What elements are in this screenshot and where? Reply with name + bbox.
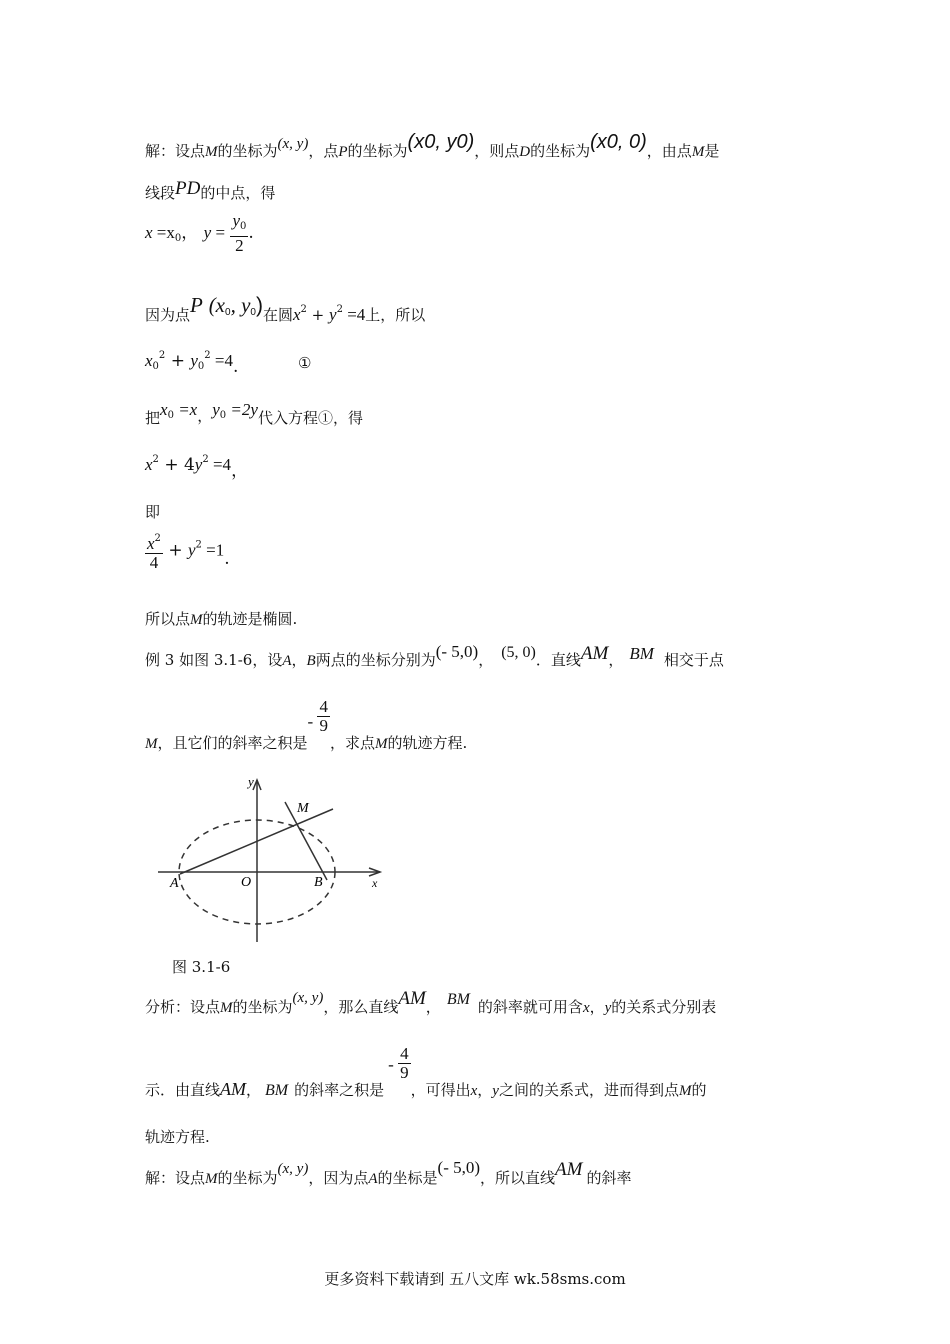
solution-line-2: 线段PD的中点，得	[145, 178, 276, 202]
solution-conclusion: 所以点M的轨迹是椭圆.	[145, 610, 298, 628]
example-3-line-1: 例 3 如图 3.1-6，设A，B两点的坐标分别为(- 5,0)， (5, 0)．直线AM， BM 相交于点	[145, 642, 724, 669]
equation-circle-point: $x_0^2 + y_0^2 =4$.	[145, 350, 239, 377]
fraction-y0-over-2: $\frac{y_0}{2}$	[232, 211, 247, 255]
solution-line-6: 把$x_0 =x$，$y_0 =2y$代入方程①，得	[145, 400, 363, 427]
footer-download-note: 更多资料下载请到 五八文库 wk.58sms.com	[324, 1270, 626, 1288]
analysis-line-3: 轨迹方程.	[145, 1128, 210, 1146]
label-a: A	[170, 876, 179, 891]
solution-example-3: 解：设点M的坐标为(x, y)，因为点A的坐标是(- 5,0)，所以直线AM 的斜率	[145, 1158, 632, 1187]
fraction-neg-4-9-analysis: $\frac{4}{9}$	[400, 1044, 409, 1082]
solution-line-8: 即	[145, 503, 161, 521]
fraction-x2-over-4: $\frac{x^2}{4}$	[145, 530, 163, 572]
example-3-line-2: M，且它们的斜率之积是- $\frac{4}{9}$ ，求点M的轨迹方程.	[145, 697, 468, 752]
label-b: B	[314, 875, 323, 890]
figure-3-1-6	[155, 772, 385, 947]
label-o: O	[241, 875, 252, 890]
figure-caption: 图 3.1-6	[172, 958, 231, 976]
solution-line-4: 因为点P ($x_0$, $y_0$)在圆$x^2 + y^2 =4$上，所以	[145, 293, 426, 324]
equation-substituted: $x^2 + 4y^2 =4$，	[145, 454, 249, 481]
equation-midpoint: $x =x_0$， y = $\frac{y_0}{2}$ .	[145, 211, 254, 255]
equation-marker-1: ①	[298, 354, 312, 372]
label-m: M	[297, 801, 309, 816]
solution-line-1: 解：设点M的坐标为(x, y)，点P的坐标为(x0, y0)，则点D的坐标为(x0, 0)，由点M是	[145, 131, 720, 160]
label-x: x	[372, 876, 378, 890]
label-y: y	[248, 774, 254, 789]
equation-ellipse: $\frac{x^2}{4}$ + $y^2 =1$.	[145, 530, 230, 572]
analysis-line-1: 分析：设点M的坐标为(x, y)，那么直线AM， BM 的斜率就可用含x，y的关系式分别表	[145, 988, 717, 1016]
analysis-line-2: 示．由直线AM， BM 的斜率之积是- $\frac{4}{9}$ ，可得出x，y之间的关系式，进而得到点M的	[145, 1044, 707, 1099]
fraction-neg-4-9: $\frac{4}{9}$	[319, 697, 328, 735]
